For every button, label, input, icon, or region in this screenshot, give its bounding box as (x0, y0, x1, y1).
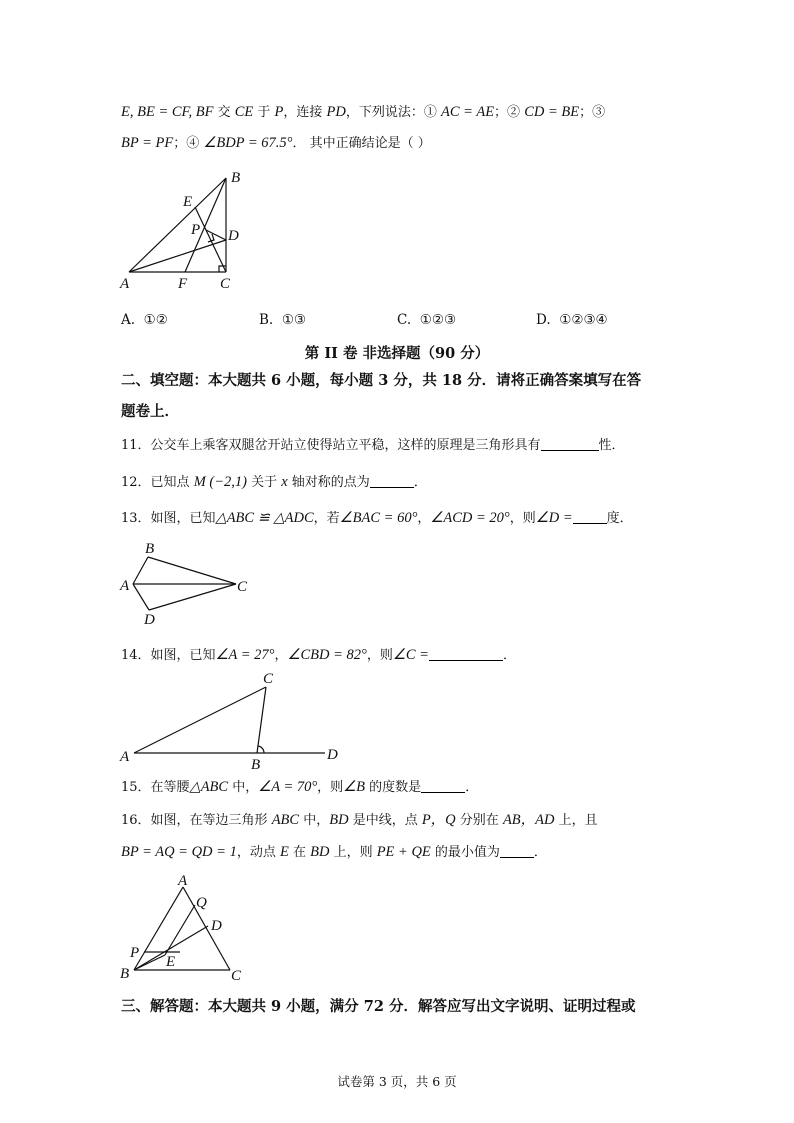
part-2-title: 第 II 卷 非选择题（90 分） (304, 345, 490, 362)
question-16-line-2: BP = AQ = QD = 1，动点 E 在 BD 上，则 PE + QE 的最小值为 ． (121, 844, 547, 860)
label-b: B (120, 966, 130, 982)
label-d: D (327, 747, 338, 763)
label-b: B (231, 170, 241, 186)
question-11: 11．公交车上乘客双腿岔开站立使得站立平稳，这样的原理是三角形具有 性． (121, 438, 625, 453)
label-a: A (178, 873, 188, 889)
question-14: 14．如图，已知∠A = 27°，∠CBD = 82°，则∠C = ． (121, 647, 516, 663)
q10-line-1: E, BE = CF, BF 交 CE 于 P，连接 PD，下列说法：① AC = AE；② CD = BE；③ (121, 104, 606, 120)
label-q: Q (196, 895, 207, 911)
page-footer: 试卷第 3 页，共 6 页 (337, 1074, 457, 1089)
label-e: E (183, 194, 193, 210)
option-c[interactable]: C. ①②③ (397, 312, 457, 328)
label-b: B (145, 541, 155, 557)
label-a: A (120, 276, 130, 292)
label-b: B (251, 757, 261, 773)
label-c: C (237, 579, 248, 595)
label-c: C (220, 276, 231, 292)
label-e: E (166, 954, 176, 970)
label-c: C (263, 671, 274, 687)
label-a: A (120, 749, 130, 765)
question-16-line-1: 16．如图，在等边三角形 ABC 中，BD 是中线，点 P，Q 分别在 AB，AD 上，且 (121, 812, 598, 828)
label-c: C (231, 968, 242, 984)
section-2-header-line-2: 题卷上． (121, 403, 179, 420)
option-a[interactable]: A. ①② (121, 312, 168, 328)
label-a: A (120, 578, 130, 594)
question-13: 13．如图，已知△ABC ≌ △ADC，若∠BAC = 60°，∠ACD = 20°，则∠D = 度． (121, 510, 633, 526)
label-f: F (178, 276, 188, 292)
label-d: D (211, 918, 222, 934)
question-15: 15．在等腰△ABC 中，∠A = 70°，则∠B 的度数是 ． (121, 779, 479, 795)
math: E, BE = CF, BF (121, 104, 214, 120)
label-d: D (144, 612, 155, 628)
section-3-header: 三、解答题：本大题共 9 小题，满分 72 分．解答应写出文字说明、证明过程或 (121, 998, 636, 1015)
option-d[interactable]: D. ①②③④ (536, 312, 608, 328)
label-d: D (228, 228, 239, 244)
question-12: 12．已知点 M (−2,1) 关于 x 轴对称的点为 ． (121, 474, 427, 490)
label-p: P (130, 945, 140, 961)
section-2-header-line-1: 二、填空题：本大题共 6 小题，每小题 3 分，共 18 分．请将正确答案填写在答 (121, 372, 642, 389)
option-b[interactable]: B. ①③ (259, 312, 307, 328)
label-p: P (191, 222, 201, 238)
q10-line-2: BP = PF；④ ∠BDP = 67.5°． 其中正确结论是（ ） (121, 135, 431, 151)
